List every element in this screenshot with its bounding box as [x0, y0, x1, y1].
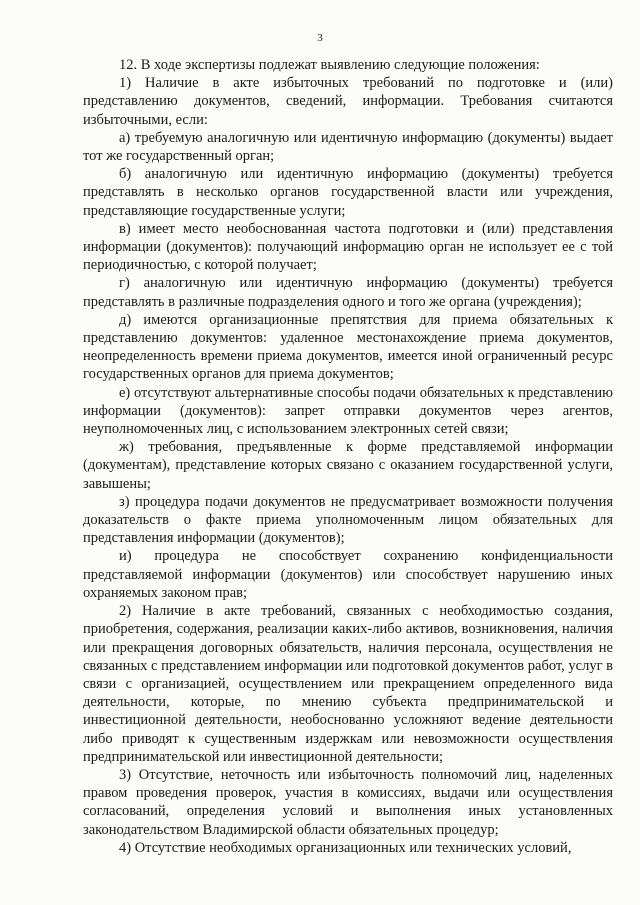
paragraph-item-4: 4) Отсутствие необходимых организационных или технических условий,	[119, 839, 572, 856]
paragraph-subitem-d: д) имеются организационные препятствия для приема обязательных к представлению документов: удаленное местонахождение приема документов, неопределенность времени приема документов, имеется иной ограниченный ресурс государственных органов для приема документов;	[83, 311, 613, 383]
paragraph-subitem-g: г) аналогичную или идентичную информацию (документы) требуется представлять в различные подразделения одного и того же органа (учреждения);	[83, 275, 613, 310]
page-number: 3	[317, 32, 323, 44]
paragraph-subitem-zh: ж) требования, предъявленные к форме представляемой информации (документам), представление которых связано с оказанием государственной услуги, завышены;	[83, 439, 613, 492]
paragraph-subitem-b: б) аналогичную или идентичную информацию (документы) требуется представлять в несколько органов государственной власти или учреждения, представляющие государственные услуги;	[83, 166, 613, 219]
paragraph-heading: 12. В ходе экспертизы подлежат выявлению следующие положения:	[119, 57, 540, 73]
paragraph-subitem-e: е) отсутствуют альтернативные способы подачи обязательных к представлению информации (документов): запрет отправки документов через агентов, неуполномоченных лиц, с использованием электронных сетей связи;	[83, 384, 613, 438]
document-body	[83, 56, 613, 857]
paragraph-subitem-z: з) процедура подачи документов не предусматривает возможности получения доказательств о факте приема уполномоченным лицом обязательных для представления информации (документов);	[83, 493, 613, 547]
paragraph-item-1: 1) Наличие в акте избыточных требований по подготовке и (или) представлению документов, сведений, информации. Требования считаются избыточными, если:	[83, 75, 613, 128]
paragraph-item-2: 2) Наличие в акте требований, связанных с необходимостью создания, приобретения, содержания, реализации каких-либо активов, возникновения, наличия или прекращения договорных обязательств, наличия персонала, осуществления не связанных с представлением информации или подготовкой документов работ, услуг в связи с организацией, осуществлением или прекращением определенного вида деятельности, которые, по мнению субъекта предпринимательской и инвестиционной деятельности, необоснованно усложняют ведение деятельности либо приводят к существенным издержкам или невозможности осуществления предпринимательской или инвестиционной деятельности;	[83, 603, 613, 765]
paragraph-item-3: 3) Отсутствие, неточность или избыточность полномочий лиц, наделенных правом проведения проверок, участия в комиссиях, выдачи или осуществления согласований, определения условий и выполнения иных установленных законодательством Владимирской области обязательных процедур;	[83, 766, 613, 838]
paragraph-subitem-i: и) процедура не способствует сохранению конфиденциальности представляемой информации (документов) или способствует нарушению иных охраняемых законом прав;	[83, 548, 613, 601]
paragraph-subitem-v: в) имеет место необоснованная частота подготовки и (или) представления информации (документов): получающий информацию орган не использует ее с той периодичностью, с которой получает;	[83, 220, 613, 274]
paragraph-subitem-a: а) требуемую аналогичную или идентичную информацию (документы) выдает тот же государственный орган;	[83, 129, 613, 165]
